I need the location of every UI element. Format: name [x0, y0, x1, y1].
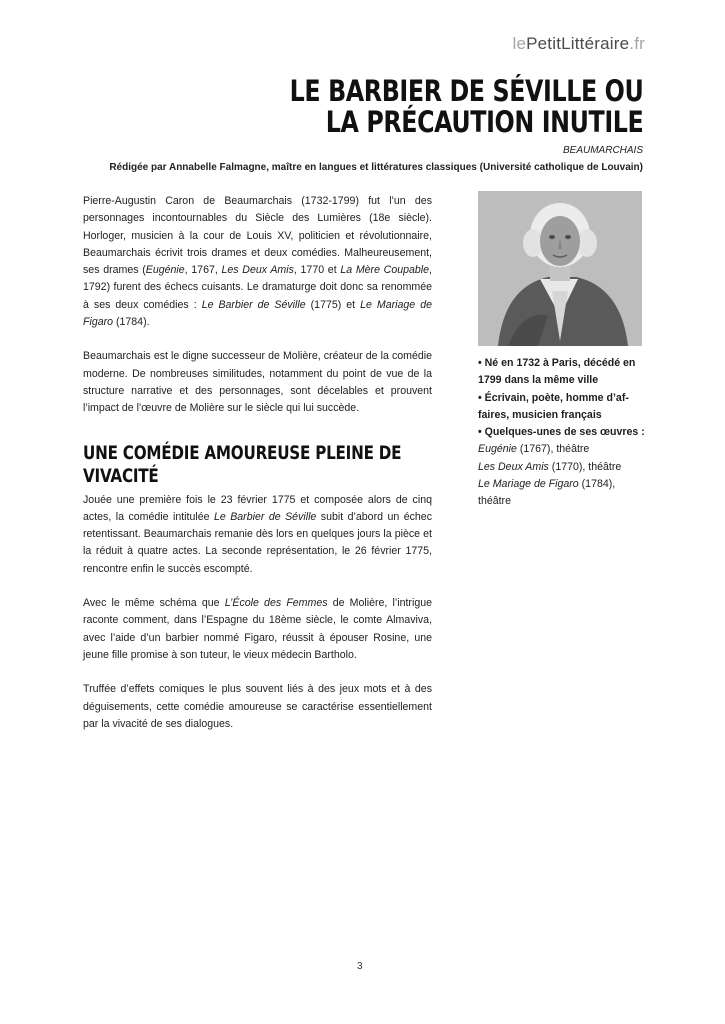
work-item-2: Les Deux Amis (1770), théâtre: [478, 460, 622, 473]
author-name: BEAUMARCHAIS: [562, 145, 643, 156]
work-item-3: Le Mariage de Figaro (1784),: [478, 478, 616, 491]
page-title: [289, 76, 643, 138]
title-line-2: LA PRÉCAUTION INUTILE: [325, 105, 643, 139]
fact-profession-line-1: • Écrivain, poète, homme d’af-: [478, 391, 629, 404]
fact-birth-line-1: • Né en 1732 à Paris, décédé en: [478, 357, 636, 369]
intro-paragraph-2: Beaumarchais est le digne successeur de Molière, créateur de la comédie moderne. De nombreuses similitudes, notamment du point de vue de la structure narrative et des personnages, sont décelables et prouvent l’impact de l’œuvre de Molière sur le siècle qui lui succède.: [83, 350, 432, 415]
fact-profession-line-2: faires, musicien français: [478, 408, 602, 421]
intro-paragraph-1: Pierre-Augustin Caron de Beaumarchais (1732-1799) fut l’un des personnages incontournables du Siècle des Lumières (18e siècle). Horloger, musicien à la cour de Louis XV, politicien et révolutionnaire, Beaumarchais écrivit trois drames et deux comédies. Malheureusement, ses drames (Eugénie, 1767, Les Deux Amis, 1770 et La Mère Coupable, 1792) furent des échecs cuisants. Le dramaturge doit donc sa renommée à ses deux comédies : Le Barbier de Séville (1775) et Le Mariage de Figaro (1784).: [83, 195, 432, 329]
author-portrait: [478, 191, 642, 346]
fact-birth-line-2: 1799 dans la même ville: [478, 374, 599, 387]
page-number: 3: [357, 961, 363, 972]
title-line-1: LE BARBIER DE SÉVILLE OU: [289, 74, 643, 108]
main-column: [83, 193, 432, 733]
section-paragraph-1: Jouée une première fois le 23 février 1775 et composée alors de cinq actes, la comédie intitulée Le Barbier de Séville subit d’abord un échec retentissant. Beaumarchais remanie dès lors en quelques jours la pièce et la réduit à quatre actes. La seconde représentation, le 26 février 1775, rencontre enfin le succès escompté.: [83, 493, 432, 575]
sidebar-facts: [478, 355, 648, 511]
site-logo: [512, 34, 645, 54]
logo-tld: .fr: [629, 34, 645, 53]
credit-line: Rédigée par Annabelle Falmagne, maître en langues et littératures classiques (Université catholique de Louvain): [109, 162, 643, 173]
fact-works-heading: • Quelques-unes de ses œuvres :: [478, 426, 645, 439]
section-paragraph-2: Avec le même schéma que L’École des Femmes de Molière, l’intrigue raconte comment, dans l’Espagne du 18ème siècle, le comte Almaviva, avec l’aide d’un barbier nommé Figaro, réussit à épouser Rosine, une jeune fille promise à son tuteur, le vieux médecin Bartholo.: [83, 597, 432, 661]
portrait-image: [478, 191, 642, 346]
section-paragraph-3: Truffée d’effets comiques le plus souvent liés à des jeux mots et à des déguisements, cette comédie amoureuse se caractérise essentiellement par la vivacité de ses dialogues.: [83, 683, 432, 730]
logo-le: le: [512, 34, 527, 53]
logo-brand: PetitLittéraire: [526, 34, 630, 53]
work-item-1: Eugénie (1767), théâtre: [478, 443, 590, 456]
section-heading: UNE COMÉDIE AMOUREUSE PLEINE DE VIVACITÉ: [83, 441, 402, 487]
work-item-3-cont: théâtre: [478, 495, 511, 508]
